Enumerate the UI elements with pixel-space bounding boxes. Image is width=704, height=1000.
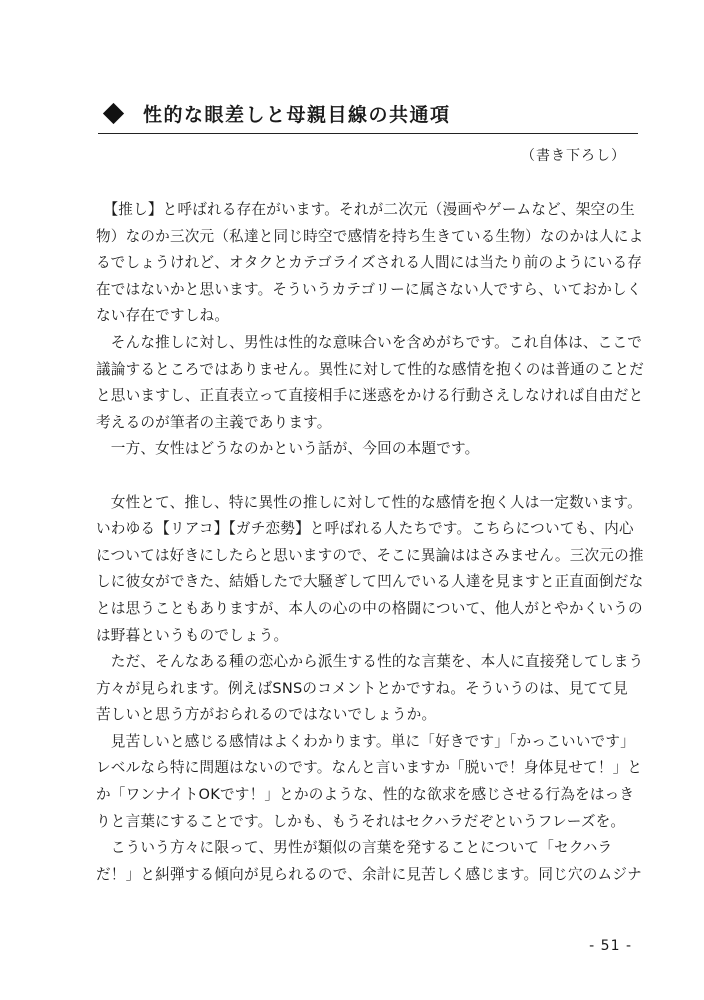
text-line: 在ではないかと思います。そういうカテゴリーに属さない人ですら、いておかしく [96, 280, 642, 298]
section-subtitle: （書き下ろし） [521, 148, 626, 164]
paragraph-break [96, 463, 644, 490]
diamond-bullet-icon [103, 102, 124, 123]
text-line: りと言葉にすることです。しかも、もうそれはセクハラだぞというフレーズを。 [96, 812, 626, 830]
text-line: 方々が見られます。例えばSNSのコメントとかですね。そういうのは、見てて見 [96, 679, 628, 697]
paragraph [96, 197, 644, 330]
text-line: 物）なのか三次元（私達と同じ時空で感情を持ち生きている生物）なのかは人によ [96, 227, 644, 245]
paragraph [96, 330, 644, 436]
text-line: と思いますし、正直表立って直接相手に迷惑をかける行動さえしなければ自由だと [96, 387, 644, 405]
text-line: こういう方々に限って、男性が類似の言葉を発することについて「セクハラ [96, 839, 613, 857]
text-line: は野暮というものでしょう。 [96, 626, 289, 644]
title-underline [98, 133, 638, 134]
paragraph [96, 649, 644, 729]
text-line: だ！」と糾弾する傾向が見られるので、余計に見苦しく感じます。同じ穴のムジナ [96, 865, 642, 883]
text-line: 一方、女性はどうなのかという話が、今回の本題です。 [96, 440, 480, 458]
text-line: いわゆる【リアコ】【ガチ恋勢】と呼ばれる人たちです。こちらについても、内心 [96, 520, 634, 538]
text-line: については好きにしたらと思いますので、そこに異論ははさみません。三次元の推 [96, 546, 644, 564]
paragraph [96, 436, 644, 463]
body-text [96, 197, 644, 888]
section-heading [98, 96, 638, 130]
paragraph [96, 490, 644, 650]
text-line: 見苦しいと感じる感情はよくわかります。単に「好きです」「かっこいいです」 [96, 732, 635, 750]
text-line: るでしょうけれど、オタクとカテゴライズされる人間には当たり前のようにいる存 [96, 254, 643, 272]
text-line: ただ、そんなある種の恋心から派生する性的な言葉を、本人に直接発してしまう [96, 653, 644, 671]
text-line: か「ワンナイトOKです！」とかのような、性的な欲求を感じさせる行為をはっき [96, 786, 635, 804]
paragraph [96, 835, 644, 888]
section-title: 性的な眼差しと母親目線の共通項 [143, 103, 451, 126]
text-line: そんな推しに対し、男性は性的な意味合いを含めがちです。これ自体は、ここで [96, 333, 643, 351]
text-line: 議論するところではありません。異性に対して性的な感情を抱くのは普通のことだ [96, 360, 644, 378]
page-number: - 51 - [589, 938, 632, 954]
text-line: しに彼女ができた、結婚したで大騒ぎして凹んでいる人達を見ますと正直面倒だな [96, 573, 644, 591]
text-line: ない存在ですしね。 [96, 307, 230, 325]
text-line: 【推し】と呼ばれる存在がいます。それが二次元（漫画やゲームなど、架空の生 [96, 201, 635, 218]
text-line: 考えるのが筆者の主義であります。 [96, 413, 332, 431]
text-line: とは思うこともありますが、本人の心の中の格闘について、他人がとやかくいうの [96, 599, 643, 617]
text-line: 女性とて、推し、特に異性の推しに対して性的な感情を抱く人は一定数います。 [96, 493, 642, 511]
text-line: レベルなら特に問題はないのです。なんと言いますか「脱いで！身体見せて！」と [96, 759, 643, 777]
paragraph [96, 729, 644, 835]
text-line: 苦しいと思う方がおられるのではないでしょうか。 [96, 706, 437, 724]
